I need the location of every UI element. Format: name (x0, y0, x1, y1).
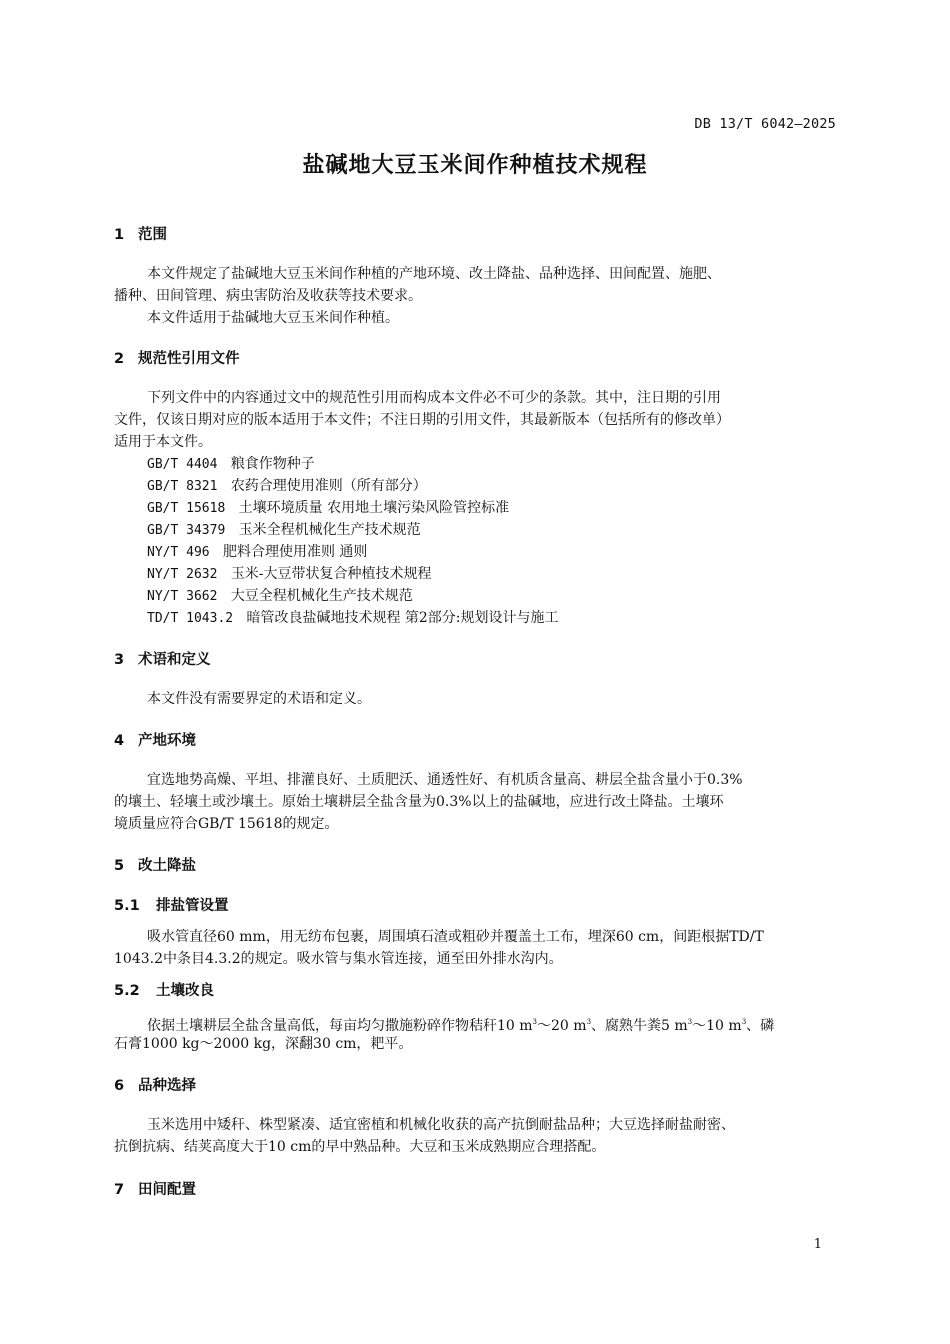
section-2-heading: 2 规范性引用文件 (114, 351, 240, 367)
section-5-2-heading: 5.2 土壤改良 (114, 983, 214, 999)
section-5-1-heading: 5.1 排盐管设置 (114, 898, 229, 914)
reference-item: GB/T 8321 农药合理使用准则（所有部分） (147, 478, 427, 494)
section-1-heading: 1 范围 (114, 227, 167, 243)
paragraph: 本文件适用于盐碱地大豆玉米间作种植。 (147, 310, 399, 326)
reference-item: GB/T 15618 土壤环境质量 农用地土壤污染风险管控标准 (147, 500, 510, 516)
section-4-heading: 4 产地环境 (114, 733, 196, 749)
reference-item: GB/T 4404 粮食作物种子 (147, 456, 315, 472)
paragraph: 抗倒抗病、结荚高度大于10 cm的早中熟品种。大豆和玉米成熟期应合理搭配。 (114, 1139, 606, 1155)
section-7-heading: 7 田间配置 (114, 1182, 196, 1198)
paragraph: 1043.2中条目4.3.2的规定。吸水管与集水管连接，通至田外排水沟内。 (114, 951, 563, 967)
section-5-heading: 5 改土降盐 (114, 858, 196, 874)
reference-item: GB/T 34379 玉米全程机械化生产技术规范 (147, 522, 421, 538)
paragraph: 石膏1000 kg～2000 kg，深翻30 cm，耙平。 (114, 1036, 413, 1052)
paragraph: 适用于本文件。 (114, 434, 212, 450)
paragraph: 播种、田间管理、病虫害防治及收获等技术要求。 (114, 288, 422, 304)
paragraph: 境质量应符合GB/T 15618的规定。 (114, 816, 339, 832)
paragraph: 的壤土、轻壤土或沙壤土。原始土壤耕层全盐含量为0.3%以上的盐碱地，应进行改土降盐。土壤环 (114, 794, 724, 810)
paragraph: 本文件没有需要界定的术语和定义。 (147, 691, 371, 707)
paragraph: 下列文件中的内容通过文中的规范性引用而构成本文件必不可少的条款。其中，注日期的引用 (147, 390, 721, 406)
paragraph: 宜选地势高燥、平坦、排灌良好、土质肥沃、通透性好、有机质含量高、耕层全盐含量小于0.3% (147, 772, 743, 788)
paragraph: 依据土壤耕层全盐含量高低，每亩均匀撒施粉碎作物秸秆10 $m^3\sim 20$ $m^3$、腐熟牛粪5 $m^3\sim 10$ $m^3$、磷 (147, 1018, 775, 1034)
standard-number: DB 13/T 6042—2025 (694, 116, 836, 132)
section-6-heading: 6 品种选择 (114, 1078, 196, 1094)
paragraph: 本文件规定了盐碱地大豆玉米间作种植的产地环境、改土降盐、品种选择、田间配置、施肥、 (147, 266, 721, 282)
page-number: 1 (813, 1237, 822, 1252)
paragraph: 吸水管直径60 mm，用无纺布包裹，周围填石渣或粗砂并覆盖土工布，埋深60 cm，间距根据TD/T (147, 929, 764, 945)
reference-item: NY/T 496 肥料合理使用准则 通则 (147, 544, 368, 560)
reference-item: TD/T 1043.2 暗管改良盐碱地技术规程 第2部分:规划设计与施工 (147, 610, 559, 626)
reference-item: NY/T 3662 大豆全程机械化生产技术规范 (147, 588, 413, 604)
paragraph: 文件，仅该日期对应的版本适用于本文件；不注日期的引用文件，其最新版本（包括所有的修改单） (114, 412, 730, 428)
document-title: 盐碱地大豆玉米间作种植技术规程 (302, 153, 648, 178)
reference-item: NY/T 2632 玉米-大豆带状复合种植技术规程 (147, 566, 432, 582)
paragraph: 玉米选用中矮秆、株型紧凑、适宜密植和机械化收获的高产抗倒耐盐品种；大豆选择耐盐耐密、 (147, 1117, 735, 1133)
section-3-heading: 3 术语和定义 (114, 652, 211, 668)
